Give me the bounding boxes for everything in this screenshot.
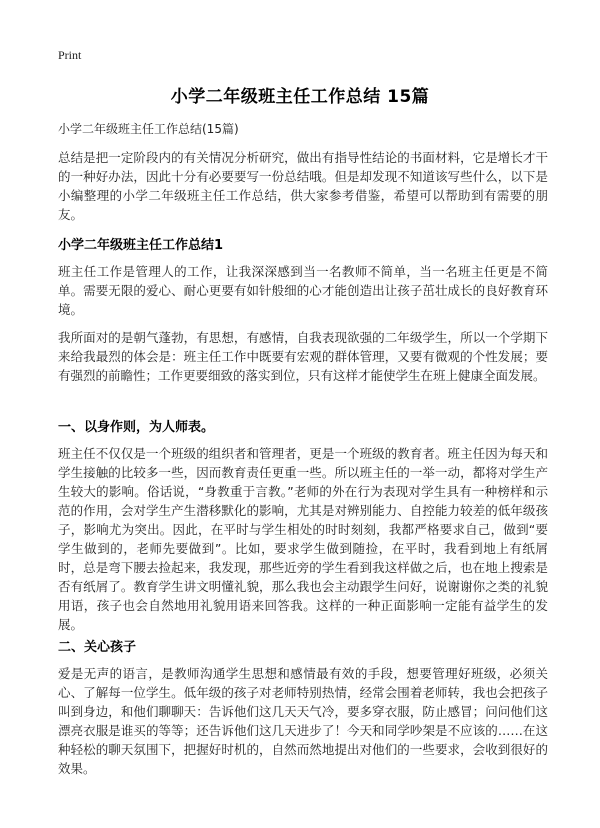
document-title: 小学二年级班主任工作总结 15篇 xyxy=(170,87,430,107)
paragraph-3: 班主任不仅仅是一个班级的组织者和管理者，更是一个班级的教育者。班主任因为每天和学生接触的比较多一些，因而教育责任更重一些。所以班主任的一举一动，都将对学生产生较大的影响。俗话说，“身教重于言教。”老师的外在行为表现对学生具有一种榜样和示范的作用，会对学生产生潜移默化的影响，尤其是对辨别能力、自控能力较差的低年级孩子，影响尤为突出。因此，在平时与学生相处的时时刻刻，我都严格要求自己，做到“要学生做到的，老师先要做到”。比如，要求学生做到随捡，在平时，我看到地上有纸屑时，总是弯下腰去捡起来，我发现，那些近旁的学生看到我这样做之后，也在地上搜索是否有纸屑了。教育学生讲文明懂礼貌，那么我也会主动跟学生问好，说谢谢你之类的礼貌用语，孩子也会自然地用礼貌用语来回答我。这样的一种正面影响一定能有益学生的发展。 xyxy=(58,446,548,632)
print-label: Print xyxy=(58,48,82,62)
subheading-care: 二、关心孩子 xyxy=(58,640,137,655)
paragraph-2: 我所面对的是朝气蓬勃，有思想，有感情，自我表现欲强的二年级学生，所以一个学期下来给我最烈的体会是：班主任工作中既要有宏观的群体管理，又要有微观的个性发展；要有强烈的前瞻性；工作更要细致的落实到位，只有这样才能使学生在班上健康全面发展。 xyxy=(58,330,548,383)
intro-paragraph: 总结是把一定阶段内的有关情况分析研究，做出有指导性结论的书面材料，它是增长才干的一种好办法，因此十分有必要要写一份总结哦。但是却发现不知道该写些什么，以下是小编整理的小学二年级班主任工作总结，供大家参考借鉴，希望可以帮助到有需要的朋友。 xyxy=(58,150,548,222)
subheading-role-model: 一、以身作则，为人师表。 xyxy=(58,420,215,435)
paragraph-1: 班主任工作是管理人的工作，让我深深感到当一名教师不简单，当一名班主任更是不简单。需要无限的爱心、耐心更要有如针般细的心才能创造出让孩子茁壮成长的良好教育环境。 xyxy=(58,264,548,317)
document-subtitle: 小学二年级班主任工作总结(15篇) xyxy=(58,122,239,136)
section-heading-1: 小学二年级班主任工作总结1 xyxy=(58,238,224,253)
paragraph-4: 爱是无声的语言，是教师沟通学生思想和感情最有效的手段，想要管理好班级，必须关心、了解每一位学生。低年级的孩子对老师特别热情，经常会围着老师转，我也会把孩子叫到身边，和他们聊聊天：告诉他们这几天天气冷，要多穿衣服，防止感冒；问问他们这漂亮衣服是谁买的等等；还告诉他们这几天进步了！今天和同学吵架是不应该的……在这种轻松的聊天氛围下，把握好时机的，自然而然地提出对他们的一些要求，会收到很好的效果。 xyxy=(58,666,548,776)
